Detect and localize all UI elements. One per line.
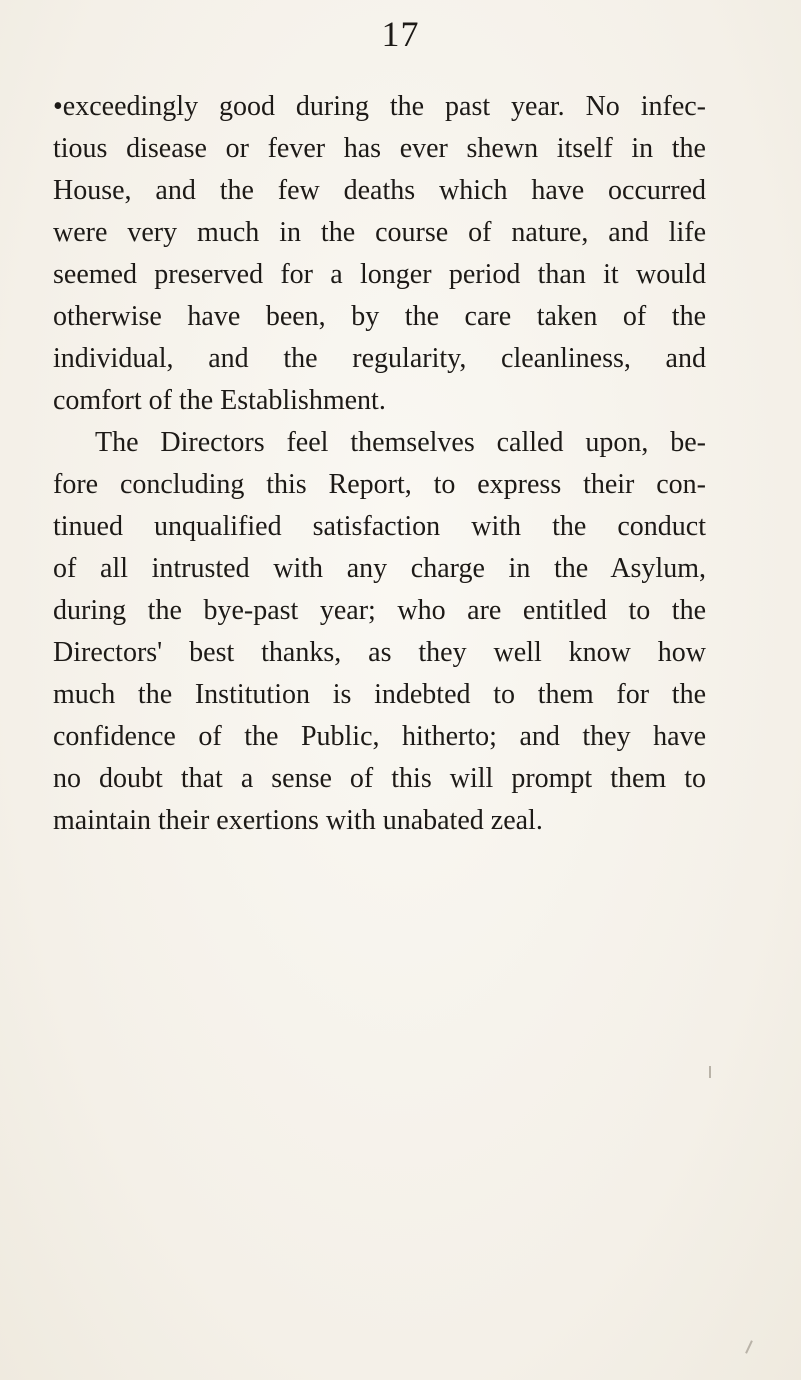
- text-line: were very much in the course of nature, and life: [53, 217, 706, 248]
- text-line: confidence of the Public, hitherto; and they have: [53, 721, 706, 752]
- text-line: maintain their exertions with unabated zeal.: [53, 805, 543, 836]
- text-line: individual, and the regularity, cleanliness, and: [53, 343, 706, 374]
- text-line: Directors' best thanks, as they well know how: [53, 637, 706, 668]
- text-line: no doubt that a sense of this will prompt them to: [53, 763, 706, 794]
- text-line: of all intrusted with any charge in the Asylum,: [53, 553, 706, 584]
- page-number: 17: [381, 14, 420, 54]
- body-text: [53, 86, 706, 842]
- text-line: during the bye-past year; who are entitled to the: [53, 595, 706, 626]
- text-line: •exceedingly good during the past year. No infec-: [53, 91, 706, 122]
- paragraph-start-line: The Directors feel themselves called upon, be-: [95, 427, 706, 458]
- text-line: tinued unqualified satisfaction with the conduct: [53, 511, 706, 542]
- text-line: tious disease or fever has ever shewn itself in the: [53, 133, 706, 164]
- text-line: fore concluding this Report, to express their con-: [53, 469, 706, 500]
- text-line: seemed preserved for a longer period than it would: [53, 259, 706, 290]
- paper-speck: [745, 1340, 753, 1354]
- paper-speck: [709, 1066, 711, 1078]
- text-line: comfort of the Establishment.: [53, 385, 386, 416]
- text-line: much the Institution is indebted to them for the: [53, 679, 706, 710]
- text-line: House, and the few deaths which have occurred: [53, 175, 706, 206]
- text-line: otherwise have been, by the care taken of the: [53, 301, 706, 332]
